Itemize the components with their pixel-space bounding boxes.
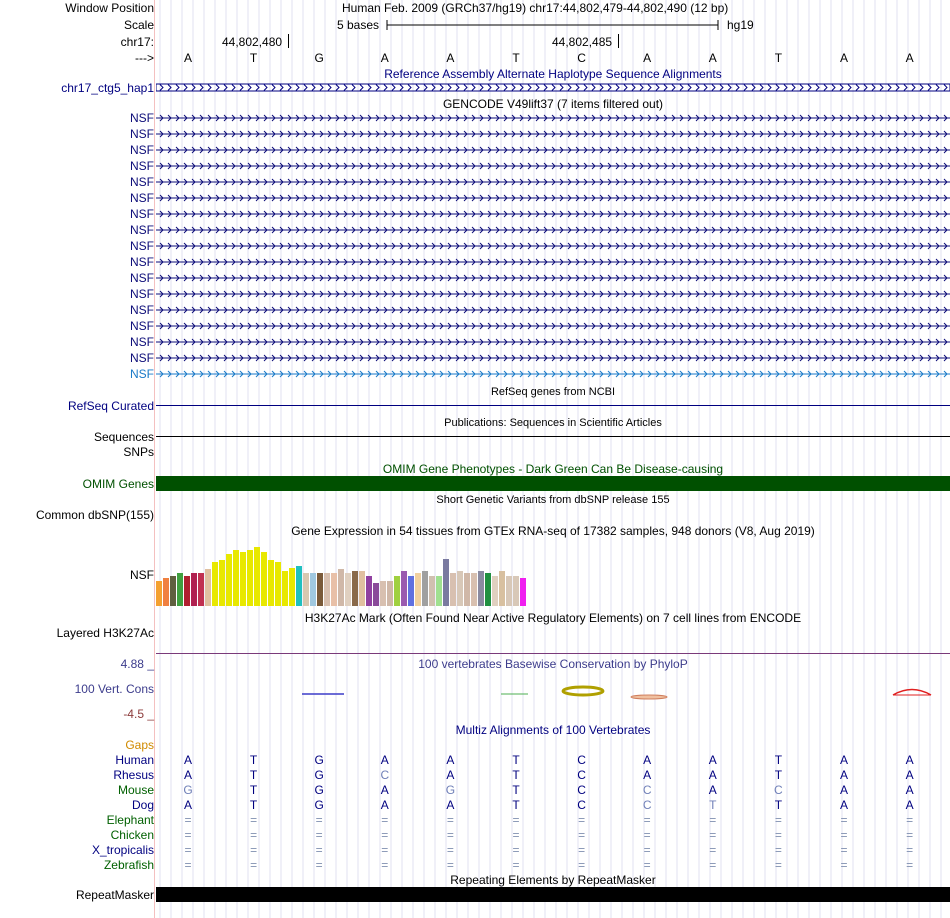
- multiz-base: =: [774, 858, 782, 872]
- gencode-transcript[interactable]: [156, 273, 950, 283]
- gencode-transcript[interactable]: [156, 369, 950, 379]
- multiz-base: =: [315, 828, 323, 842]
- h3k27ac-line: [156, 653, 950, 654]
- multiz-base: =: [840, 843, 848, 857]
- alt-haplo-label[interactable]: chr17_ctg5_hap1: [61, 81, 154, 95]
- gtex-tissue-bar[interactable]: [429, 576, 435, 606]
- multiz-base: T: [774, 753, 783, 767]
- multiz-base: A: [643, 768, 652, 782]
- multiz-base: =: [840, 858, 848, 872]
- gtex-tissue-bar[interactable]: [359, 571, 365, 606]
- multiz-base: =: [643, 828, 651, 842]
- gtex-tissue-bar[interactable]: [506, 576, 512, 606]
- base-letter: A: [708, 51, 717, 65]
- multiz-base: =: [840, 828, 848, 842]
- multiz-base: =: [578, 828, 586, 842]
- multiz-species-label[interactable]: Elephant: [106, 813, 154, 827]
- repeatmasker-bar[interactable]: [156, 887, 950, 902]
- base-letter: T: [512, 51, 520, 65]
- gtex-tissue-bar[interactable]: [443, 559, 449, 606]
- multiz-base: T: [249, 768, 258, 782]
- multiz-base: =: [381, 828, 389, 842]
- multiz-base: C: [577, 753, 586, 767]
- multiz-species-label[interactable]: Zebrafish: [103, 858, 154, 872]
- gencode-item-label[interactable]: NSF: [130, 159, 154, 173]
- multiz-base: C: [577, 768, 586, 782]
- gencode-item-label[interactable]: NSF: [130, 143, 154, 157]
- multiz-base: =: [250, 843, 258, 857]
- multiz-base: G: [314, 768, 324, 782]
- multiz-base: T: [249, 783, 258, 797]
- gtex-bar-chart[interactable]: [156, 538, 536, 606]
- gtex-tissue-bar[interactable]: [415, 573, 421, 606]
- alt-haplo-title[interactable]: Reference Assembly Alternate Haplotype Sequence Alignments: [384, 67, 722, 81]
- multiz-base: =: [315, 813, 323, 827]
- multiz-base: C: [577, 783, 586, 797]
- gtex-tissue-bar[interactable]: [205, 569, 211, 606]
- multiz-base: =: [709, 813, 717, 827]
- base-letter: A: [643, 51, 652, 65]
- multiz-base: =: [446, 813, 454, 827]
- multiz-base: =: [774, 843, 782, 857]
- multiz-base: =: [250, 813, 258, 827]
- gencode-transcript[interactable]: [156, 257, 950, 267]
- base-letter: A: [446, 51, 455, 65]
- gencode-transcript[interactable]: [156, 177, 950, 187]
- omim-label[interactable]: OMIM Genes: [82, 477, 154, 491]
- gtex-tissue-bar[interactable]: [394, 576, 400, 606]
- refseq-title[interactable]: RefSeq genes from NCBI: [490, 386, 616, 398]
- gencode-item-label[interactable]: NSF: [130, 335, 154, 349]
- strand-label: --->: [135, 51, 154, 65]
- multiz-base: =: [381, 858, 389, 872]
- multiz-base: =: [643, 858, 651, 872]
- gtex-tissue-bar[interactable]: [436, 576, 442, 606]
- multiz-base: =: [381, 843, 389, 857]
- snps-label[interactable]: SNPs: [123, 445, 154, 459]
- multiz-base: T: [512, 783, 520, 797]
- pubs-line[interactable]: [156, 436, 950, 437]
- multiz-base: =: [446, 858, 454, 872]
- gtex-tissue-bar[interactable]: [408, 576, 414, 606]
- gencode-transcript[interactable]: [156, 289, 950, 299]
- multiz-base: A: [183, 798, 192, 812]
- phylop-max: 4.88 _: [120, 657, 154, 671]
- multiz-base: A: [905, 783, 914, 797]
- gtex-tissue-bar[interactable]: [373, 583, 379, 606]
- gtex-tissue-bar[interactable]: [254, 547, 260, 606]
- multiz-base: A: [839, 798, 848, 812]
- multiz-base: A: [380, 783, 389, 797]
- multiz-base: G: [314, 783, 324, 797]
- omim-title[interactable]: OMIM Gene Phenotypes - Dark Green Can Be Disease-causing: [382, 462, 724, 476]
- gencode-item-label[interactable]: NSF: [130, 111, 154, 125]
- multiz-base: G: [314, 798, 324, 812]
- multiz-species-label[interactable]: Rhesus: [113, 768, 154, 782]
- multiz-base: A: [708, 783, 717, 797]
- multiz-base: T: [249, 798, 258, 812]
- alt-haplo-feature[interactable]: [156, 83, 950, 93]
- base-letter: A: [905, 51, 914, 65]
- multiz-base: =: [315, 843, 323, 857]
- gtex-tissue-bar[interactable]: [324, 573, 330, 606]
- multiz-base: =: [578, 858, 586, 872]
- multiz-base: =: [184, 813, 192, 827]
- h3k27ac-label[interactable]: Layered H3K27Ac: [56, 626, 154, 640]
- gtex-tissue-bar[interactable]: [485, 573, 491, 606]
- gencode-transcript[interactable]: [156, 305, 950, 315]
- multiz-base: =: [840, 813, 848, 827]
- multiz-base: =: [184, 828, 192, 842]
- gencode-transcript[interactable]: [156, 225, 950, 235]
- multiz-base: A: [380, 753, 389, 767]
- multiz-base: =: [512, 858, 520, 872]
- gencode-title[interactable]: GENCODE V49lift37 (7 items filtered out): [442, 97, 664, 111]
- multiz-base: C: [380, 768, 390, 782]
- base-letter: A: [380, 51, 389, 65]
- gtex-tissue-bar[interactable]: [401, 571, 407, 606]
- multiz-base: =: [709, 828, 717, 842]
- gtex-tissue-bar[interactable]: [366, 576, 372, 606]
- base-letter: C: [577, 51, 586, 65]
- multiz-base: A: [708, 768, 717, 782]
- multiz-base: =: [578, 813, 586, 827]
- gtex-tissue-bar[interactable]: [247, 550, 253, 606]
- gtex-tissue-bar[interactable]: [520, 578, 526, 606]
- gtex-tissue-bar[interactable]: [317, 573, 323, 606]
- gtex-tissue-bar[interactable]: [499, 571, 505, 606]
- multiz-gaps-label[interactable]: Gaps: [125, 738, 154, 752]
- gtex-tissue-bar[interactable]: [289, 568, 295, 606]
- scale-label: Scale: [123, 18, 154, 32]
- multiz-base: =: [774, 813, 782, 827]
- multiz-species-label[interactable]: Mouse: [117, 783, 154, 797]
- gencode-item-label[interactable]: NSF: [130, 175, 154, 189]
- multiz-base: =: [512, 813, 520, 827]
- scale-text: 5 bases: [337, 18, 380, 32]
- gencode-item-label[interactable]: NSF: [130, 303, 154, 317]
- gtex-tissue-bar[interactable]: [261, 552, 267, 606]
- multiz-base: T: [512, 768, 520, 782]
- gencode-transcript[interactable]: [156, 145, 950, 155]
- h3k27ac-title[interactable]: H3K27Ac Mark (Often Found Near Active Regulatory Elements) on 7 cell lines from ENCODE: [304, 611, 802, 625]
- gtex-tissue-bar[interactable]: [198, 573, 204, 606]
- gencode-transcript[interactable]: [156, 209, 950, 219]
- multiz-base: A: [446, 798, 455, 812]
- gtex-tissue-bar[interactable]: [268, 560, 274, 606]
- multiz-base: T: [512, 753, 520, 767]
- multiz-base: T: [774, 768, 783, 782]
- multiz-base: =: [774, 828, 782, 842]
- base-letter: G: [314, 51, 324, 65]
- multiz-base: =: [906, 813, 914, 827]
- gencode-item-label[interactable]: NSF: [130, 191, 154, 205]
- multiz-base: =: [906, 858, 914, 872]
- multiz-base: =: [709, 858, 717, 872]
- multiz-base: A: [839, 768, 848, 782]
- multiz-base: =: [315, 858, 323, 872]
- scale-db: hg19: [727, 18, 754, 32]
- refseq-label[interactable]: RefSeq Curated: [67, 399, 154, 413]
- multiz-base: =: [578, 843, 586, 857]
- multiz-base: T: [774, 798, 783, 812]
- coord-1-tick: [288, 34, 289, 48]
- multiz-base: A: [446, 768, 455, 782]
- gtex-tissue-bar[interactable]: [275, 562, 281, 606]
- multiz-base: A: [446, 753, 455, 767]
- gencode-transcript[interactable]: [156, 129, 950, 139]
- repeatmasker-label[interactable]: RepeatMasker: [75, 888, 154, 902]
- gtex-tissue-bar[interactable]: [156, 581, 162, 606]
- gtex-tissue-bar[interactable]: [513, 576, 519, 606]
- gencode-item-label[interactable]: NSF: [130, 255, 154, 269]
- gencode-transcript[interactable]: [156, 193, 950, 203]
- multiz-base: A: [905, 798, 914, 812]
- gencode-transcript[interactable]: [156, 353, 950, 363]
- base-letter: A: [183, 51, 192, 65]
- multiz-base: T: [709, 798, 717, 812]
- multiz-species-label[interactable]: Dog: [131, 798, 154, 812]
- dbsnp-title[interactable]: Short Genetic Variants from dbSNP release 155: [436, 494, 670, 506]
- gtex-tissue-bar[interactable]: [219, 560, 225, 606]
- multiz-base: A: [905, 768, 914, 782]
- gtex-tissue-bar[interactable]: [310, 573, 316, 606]
- gtex-tissue-bar[interactable]: [191, 573, 197, 606]
- gencode-item-label[interactable]: NSF: [130, 287, 154, 301]
- gtex-tissue-bar[interactable]: [464, 573, 470, 606]
- refseq-line[interactable]: [156, 405, 950, 406]
- base-letter: A: [839, 51, 848, 65]
- gtex-tissue-bar[interactable]: [282, 571, 288, 606]
- gencode-item-label[interactable]: NSF: [130, 239, 154, 253]
- coord-2-tick: [618, 34, 619, 48]
- multiz-species-label[interactable]: X_tropicalis: [91, 843, 154, 857]
- multiz-base: =: [184, 843, 192, 857]
- gencode-transcript[interactable]: [156, 321, 950, 331]
- label-separator: [154, 0, 155, 918]
- multiz-base: C: [642, 783, 652, 797]
- phylop-plot[interactable]: [156, 682, 950, 702]
- gtex-label[interactable]: NSF: [130, 568, 154, 582]
- multiz-base: C: [642, 798, 652, 812]
- dbsnp-label[interactable]: Common dbSNP(155): [35, 508, 154, 522]
- repeatmasker-title[interactable]: Repeating Elements by RepeatMasker: [450, 873, 656, 887]
- gtex-tissue-bar[interactable]: [184, 576, 190, 606]
- gencode-item-label[interactable]: NSF: [130, 367, 154, 381]
- multiz-base: =: [446, 843, 454, 857]
- pubs-label[interactable]: Sequences: [93, 430, 154, 444]
- gtex-tissue-bar[interactable]: [296, 566, 302, 606]
- window-position-value[interactable]: Human Feb. 2009 (GRCh37/hg19) chr17:44,802,479-44,802,490 (12 bp): [342, 1, 729, 15]
- gencode-item-label[interactable]: NSF: [130, 127, 154, 141]
- gtex-tissue-bar[interactable]: [387, 581, 393, 606]
- gencode-transcript[interactable]: [156, 337, 950, 347]
- gtex-tissue-bar[interactable]: [422, 571, 428, 606]
- gtex-tissue-bar[interactable]: [233, 550, 239, 606]
- multiz-base: =: [906, 843, 914, 857]
- multiz-base: A: [905, 753, 914, 767]
- multiz-base: A: [839, 783, 848, 797]
- gencode-transcript[interactable]: [156, 113, 950, 123]
- window-position-label: Window Position: [65, 1, 154, 15]
- multiz-base: =: [643, 843, 651, 857]
- multiz-base: =: [446, 828, 454, 842]
- multiz-base: A: [183, 768, 192, 782]
- multiz-base: =: [906, 828, 914, 842]
- gencode-item-label[interactable]: NSF: [130, 271, 154, 285]
- base-letter: T: [249, 51, 258, 65]
- multiz-base: G: [314, 753, 324, 767]
- multiz-base: C: [577, 798, 586, 812]
- multiz-base: =: [250, 858, 258, 872]
- gtex-tissue-bar[interactable]: [240, 552, 246, 606]
- gtex-tissue-bar[interactable]: [471, 573, 477, 606]
- multiz-title[interactable]: Multiz Alignments of 100 Vertebrates: [455, 723, 651, 737]
- multiz-base: =: [184, 858, 192, 872]
- gencode-transcript[interactable]: [156, 241, 950, 251]
- multiz-base: =: [709, 843, 717, 857]
- multiz-base: A: [183, 753, 192, 767]
- gtex-tissue-bar[interactable]: [212, 562, 218, 606]
- multiz-species-label[interactable]: Human: [115, 753, 154, 767]
- multiz-base: =: [512, 843, 520, 857]
- multiz-base: C: [774, 783, 783, 797]
- phylop-min: -4.5 _: [123, 707, 154, 721]
- multiz-base: =: [250, 828, 258, 842]
- gtex-tissue-bar[interactable]: [380, 581, 386, 606]
- pubs-title[interactable]: Publications: Sequences in Scientific Articles: [444, 417, 662, 429]
- chrom-label: chr17:: [120, 35, 154, 49]
- coord-2: 44,802,485: [552, 35, 613, 49]
- omim-bar[interactable]: [156, 476, 950, 491]
- gtex-tissue-bar[interactable]: [345, 573, 351, 606]
- phylop-title[interactable]: 100 vertebrates Basewise Conservation by PhyloP: [418, 657, 688, 671]
- multiz-base: T: [512, 798, 520, 812]
- gtex-tissue-bar[interactable]: [457, 571, 463, 606]
- multiz-base: A: [839, 753, 848, 767]
- scale-bar: [386, 18, 720, 32]
- multiz-base: G: [445, 783, 456, 797]
- multiz-base: G: [183, 783, 193, 797]
- gencode-item-label[interactable]: NSF: [130, 319, 154, 333]
- gtex-tissue-bar[interactable]: [352, 571, 358, 606]
- multiz-base: A: [380, 798, 389, 812]
- gtex-tissue-bar[interactable]: [478, 571, 484, 606]
- multiz-species-label[interactable]: Chicken: [110, 828, 154, 842]
- gencode-item-label[interactable]: NSF: [130, 351, 154, 365]
- gtex-tissue-bar[interactable]: [450, 573, 456, 606]
- multiz-base: T: [249, 753, 258, 767]
- phylop-label[interactable]: 100 Vert. Cons: [74, 682, 154, 696]
- base-letter: T: [774, 51, 783, 65]
- gtex-tissue-bar[interactable]: [177, 573, 183, 606]
- gtex-tissue-bar[interactable]: [338, 569, 344, 606]
- multiz-base: =: [512, 828, 520, 842]
- gtex-tissue-bar[interactable]: [331, 573, 337, 606]
- gtex-tissue-bar[interactable]: [226, 554, 232, 606]
- gtex-tissue-bar[interactable]: [492, 576, 498, 606]
- gtex-title[interactable]: Gene Expression in 54 tissues from GTEx RNA-seq of 17382 samples, 948 donors (V8, Aug 2019): [291, 524, 815, 538]
- gtex-tissue-bar[interactable]: [170, 576, 176, 606]
- gencode-item-label[interactable]: NSF: [130, 207, 154, 221]
- multiz-base: A: [643, 753, 652, 767]
- multiz-base: =: [381, 813, 389, 827]
- multiz-base: A: [708, 753, 717, 767]
- gtex-tissue-bar[interactable]: [163, 578, 169, 606]
- gencode-transcript[interactable]: [156, 161, 950, 171]
- coord-1: 44,802,480: [222, 35, 283, 49]
- gtex-tissue-bar[interactable]: [303, 573, 309, 606]
- multiz-base: =: [643, 813, 651, 827]
- gencode-item-label[interactable]: NSF: [130, 223, 154, 237]
